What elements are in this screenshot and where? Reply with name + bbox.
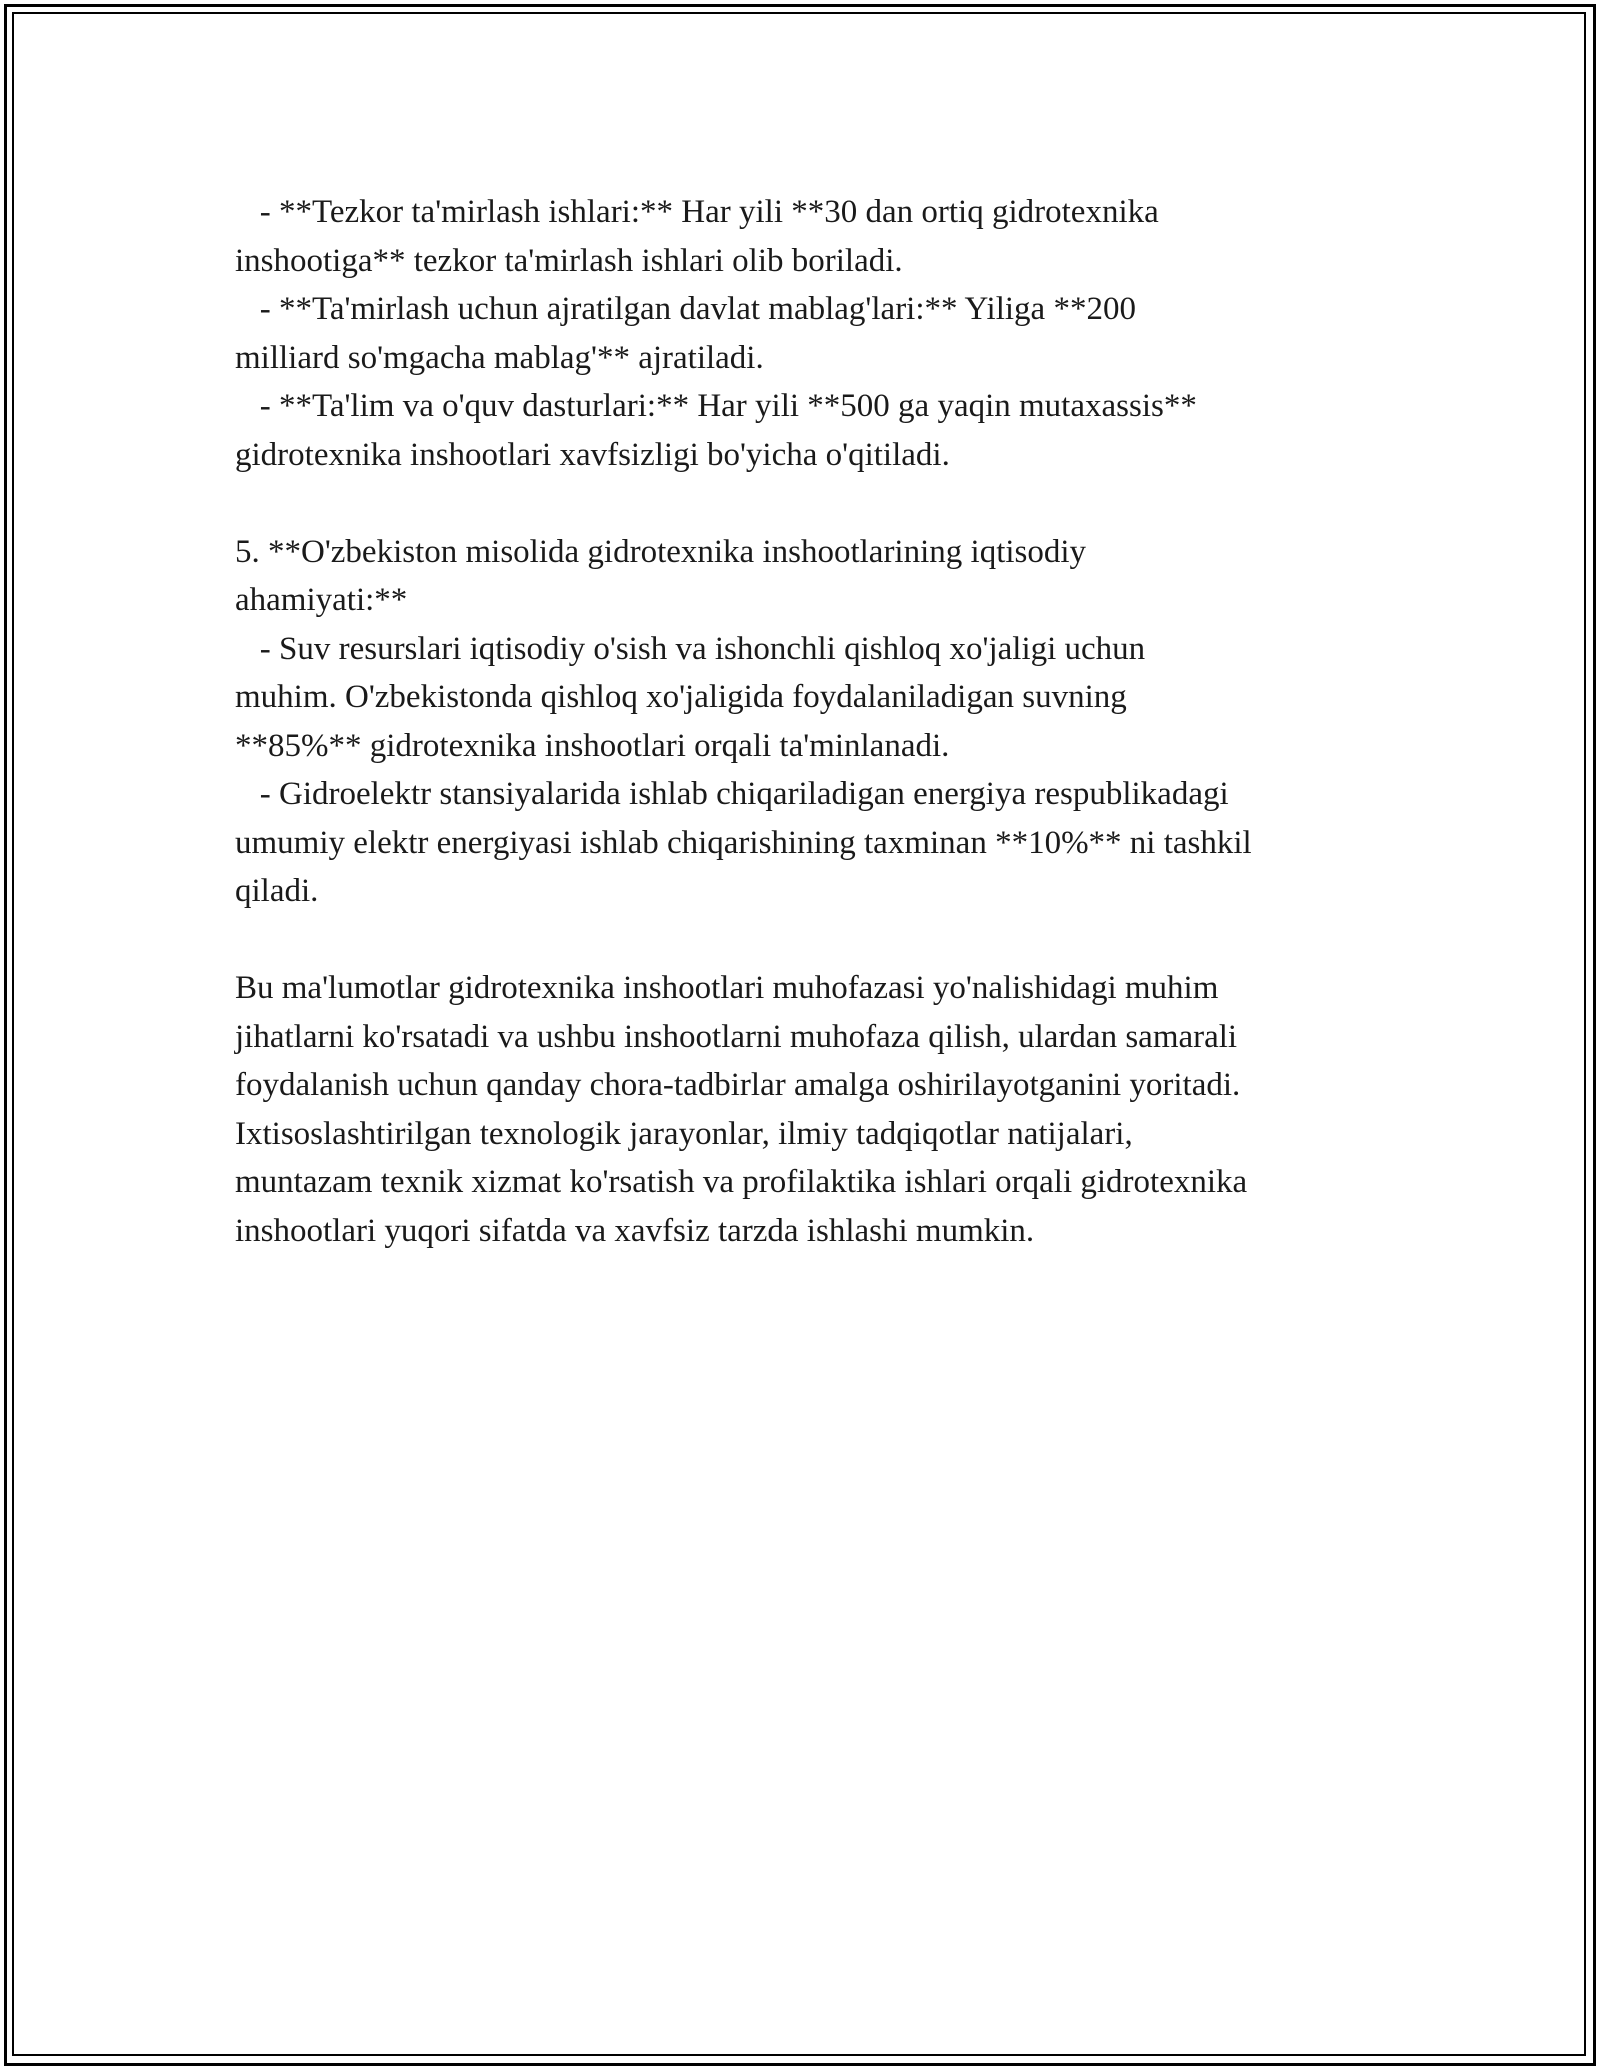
text-line: - **Ta'lim va o'quv dasturlari:** Har yili **500 ga yaqin mutaxassis** xyxy=(235,388,1197,424)
text-line: - **Tezkor ta'mirlash ishlari:** Har yili **30 dan ortiq gidrotexnika xyxy=(235,194,1159,230)
text-line: umumiy elektr energiyasi ishlab chiqarishining taxminan **10%** ni tashkil xyxy=(235,824,1252,861)
text-line: muhim. O'zbekistonda qishloq xo'jaligida foydalaniladigan suvning xyxy=(235,679,1127,715)
text-line: - Gidroelektr stansiyalarida ishlab chiqariladigan energiya respublikadagi xyxy=(235,776,1229,812)
text-line: muntazam texnik xizmat ko'rsatish va profilaktika ishlari orqali gidrotexnika xyxy=(235,1164,1248,1200)
text-line: jihatlarni ko'rsatadi va ushbu inshootlarni muhofaza qilish, ulardan samarali xyxy=(235,1018,1238,1055)
text-line: inshootiga** tezkor ta'mirlash ishlari olib boriladi. xyxy=(235,242,903,279)
section-heading-line: ahamiyati:** xyxy=(235,582,408,618)
paragraph-gap xyxy=(235,916,1415,965)
conclusion-paragraph xyxy=(235,964,1415,1255)
text-line: - **Ta'mirlash uchun ajratilgan davlat mablag'lari:** Yiliga **200 xyxy=(235,291,1136,327)
text-line: gidrotexnika inshootlari xavfsizligi bo'yicha o'qitiladi. xyxy=(235,436,950,473)
text-line: Ixtisoslashtirilgan texnologik jarayonlar, ilmiy tadqiqotlar natijalari, xyxy=(235,1115,1133,1152)
document-body xyxy=(235,188,1415,1255)
text-line: qiladi. xyxy=(235,873,319,909)
economic-importance-section xyxy=(235,528,1415,916)
paragraph-gap xyxy=(235,479,1415,528)
text-line: - Suv resurslari iqtisodiy o'sish va ishonchli qishloq xo'jaligi uchun xyxy=(235,630,1146,667)
text-line: Bu ma'lumotlar gidrotexnika inshootlari muhofazasi yo'nalishidagi muhim xyxy=(235,970,1219,1006)
repair-stats-list xyxy=(235,188,1415,479)
text-line: milliard so'mgacha mablag'** ajratiladi. xyxy=(235,339,764,376)
text-line: inshootlari yuqori sifatda va xavfsiz tarzda ishlashi mumkin. xyxy=(235,1212,1035,1249)
text-line: **85%** gidrotexnika inshootlari orqali ta'minlanadi. xyxy=(235,727,950,764)
text-line: foydalanish uchun qanday chora-tadbirlar amalga oshirilayotganini yoritadi. xyxy=(235,1067,1241,1103)
section-heading-line: 5. **O'zbekiston misolida gidrotexnika inshootlarining iqtisodiy xyxy=(235,533,1087,570)
